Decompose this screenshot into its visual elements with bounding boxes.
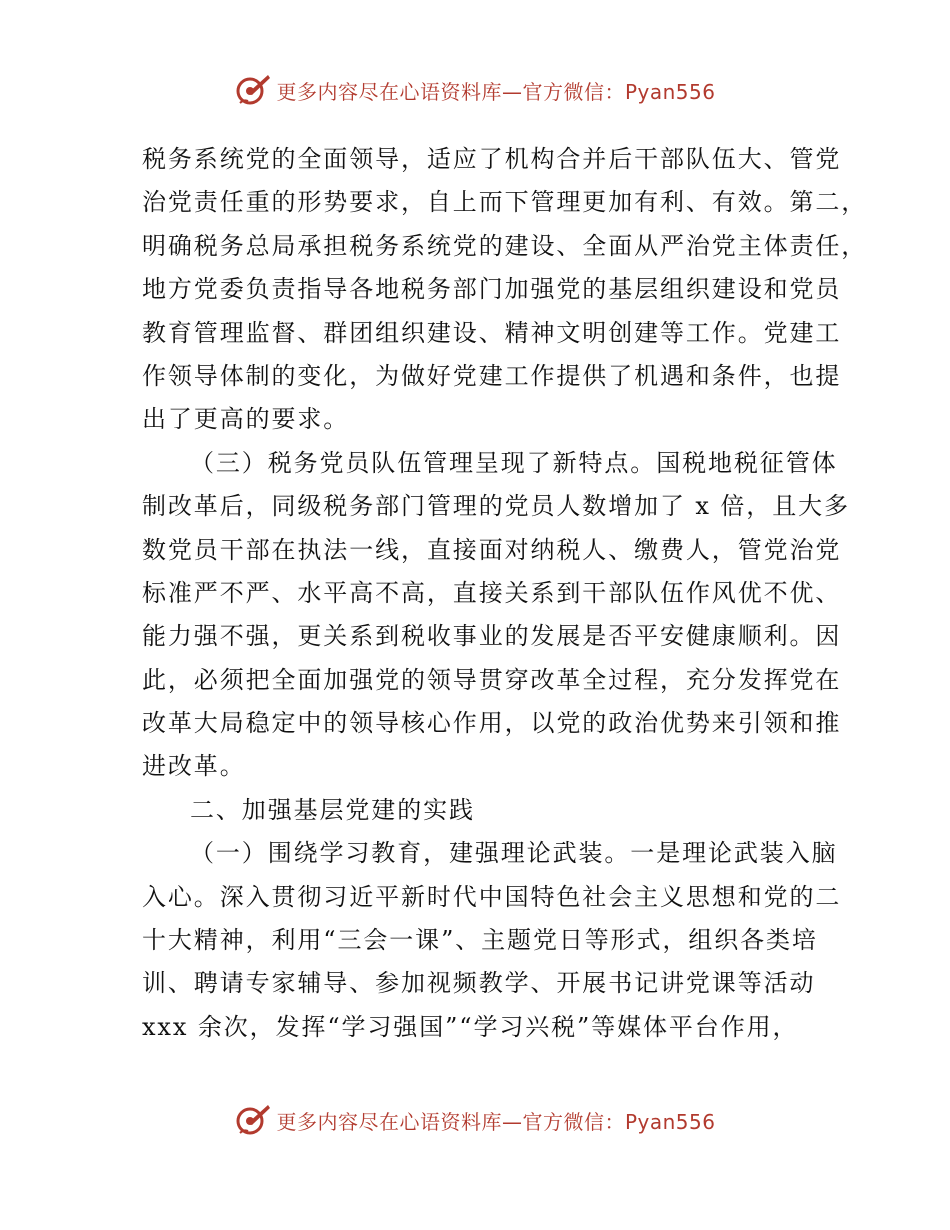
text-line: 数党员干部在执法一线，直接面对纳税人、缴费人，管党治党: [142, 535, 842, 564]
text-line: 入心。深入贯彻习近平新时代中国特色社会主义思想和党的二: [142, 882, 842, 911]
text-line: 治党责任重的形势要求，自上而下管理更加有利、有效。第二，: [142, 188, 868, 217]
footer-banner-text: 更多内容尽在心语资料库—官方微信：Pyan556: [276, 1109, 716, 1134]
text-line: 地方党委负责指导各地税务部门加强党的基层组织建设和党员: [142, 275, 842, 304]
text-line: 进改革。: [142, 752, 246, 781]
paragraph: [142, 832, 842, 1049]
text-line: 标准严不严、水平高不高，直接关系到干部队伍作风优不优、: [142, 578, 842, 607]
text-line: 十大精神，利用“三会一课”、主题党日等形式，组织各类培: [142, 926, 818, 955]
document-body: [142, 138, 868, 1049]
footer-banner-inner: [234, 1103, 715, 1137]
text-line: 训、聘请专家辅导、参加视频教学、开展书记讲党课等活动: [142, 969, 816, 998]
header-banner: [0, 68, 950, 112]
text-line: 能力强不强，更关系到税收事业的发展是否平安健康顺利。因: [142, 622, 842, 651]
text-line: （三）税务党员队伍管理呈现了新特点。国税地税征管体: [190, 448, 838, 477]
header-banner-inner: [234, 73, 715, 107]
text-line: 二、加强基层党建的实践: [190, 795, 475, 824]
text-line: （一）围绕学习教育，建强理论武装。一是理论武装入脑: [190, 839, 838, 868]
text-line: 教育管理监督、群团组织建设、精神文明创建等工作。党建工: [142, 318, 842, 347]
section-heading: [142, 789, 814, 832]
quill-pen-circle-icon: [234, 1103, 272, 1137]
paragraph: [142, 442, 850, 789]
text-line: 出了更高的要求。: [142, 405, 350, 434]
text-line: 此，必须把全面加强党的领导贯穿改革全过程，充分发挥党在: [142, 665, 842, 694]
text-line: 改革大局稳定中的领导核心作用，以党的政治优势来引领和推: [142, 709, 842, 738]
header-banner-text: 更多内容尽在心语资料库—官方微信：Pyan556: [276, 79, 716, 104]
quill-pen-circle-icon: [234, 73, 272, 107]
text-line: 明确税务总局承担税务系统党的建设、全面从严治党主体责任，: [142, 231, 868, 260]
text-line: 税务系统党的全面领导，适应了机构合并后干部队伍大、管党: [142, 145, 842, 173]
text-line: xxx 余次，发挥“学习强国”“学习兴税”等媒体平台作用，: [142, 1012, 799, 1041]
text-line: 制改革后，同级税务部门管理的党员人数增加了 x 倍，且大多: [142, 492, 850, 521]
paragraph: [142, 138, 868, 442]
text-line: 作领导体制的变化，为做好党建工作提供了机遇和条件，也提: [142, 361, 842, 390]
footer-banner: [0, 1098, 950, 1142]
